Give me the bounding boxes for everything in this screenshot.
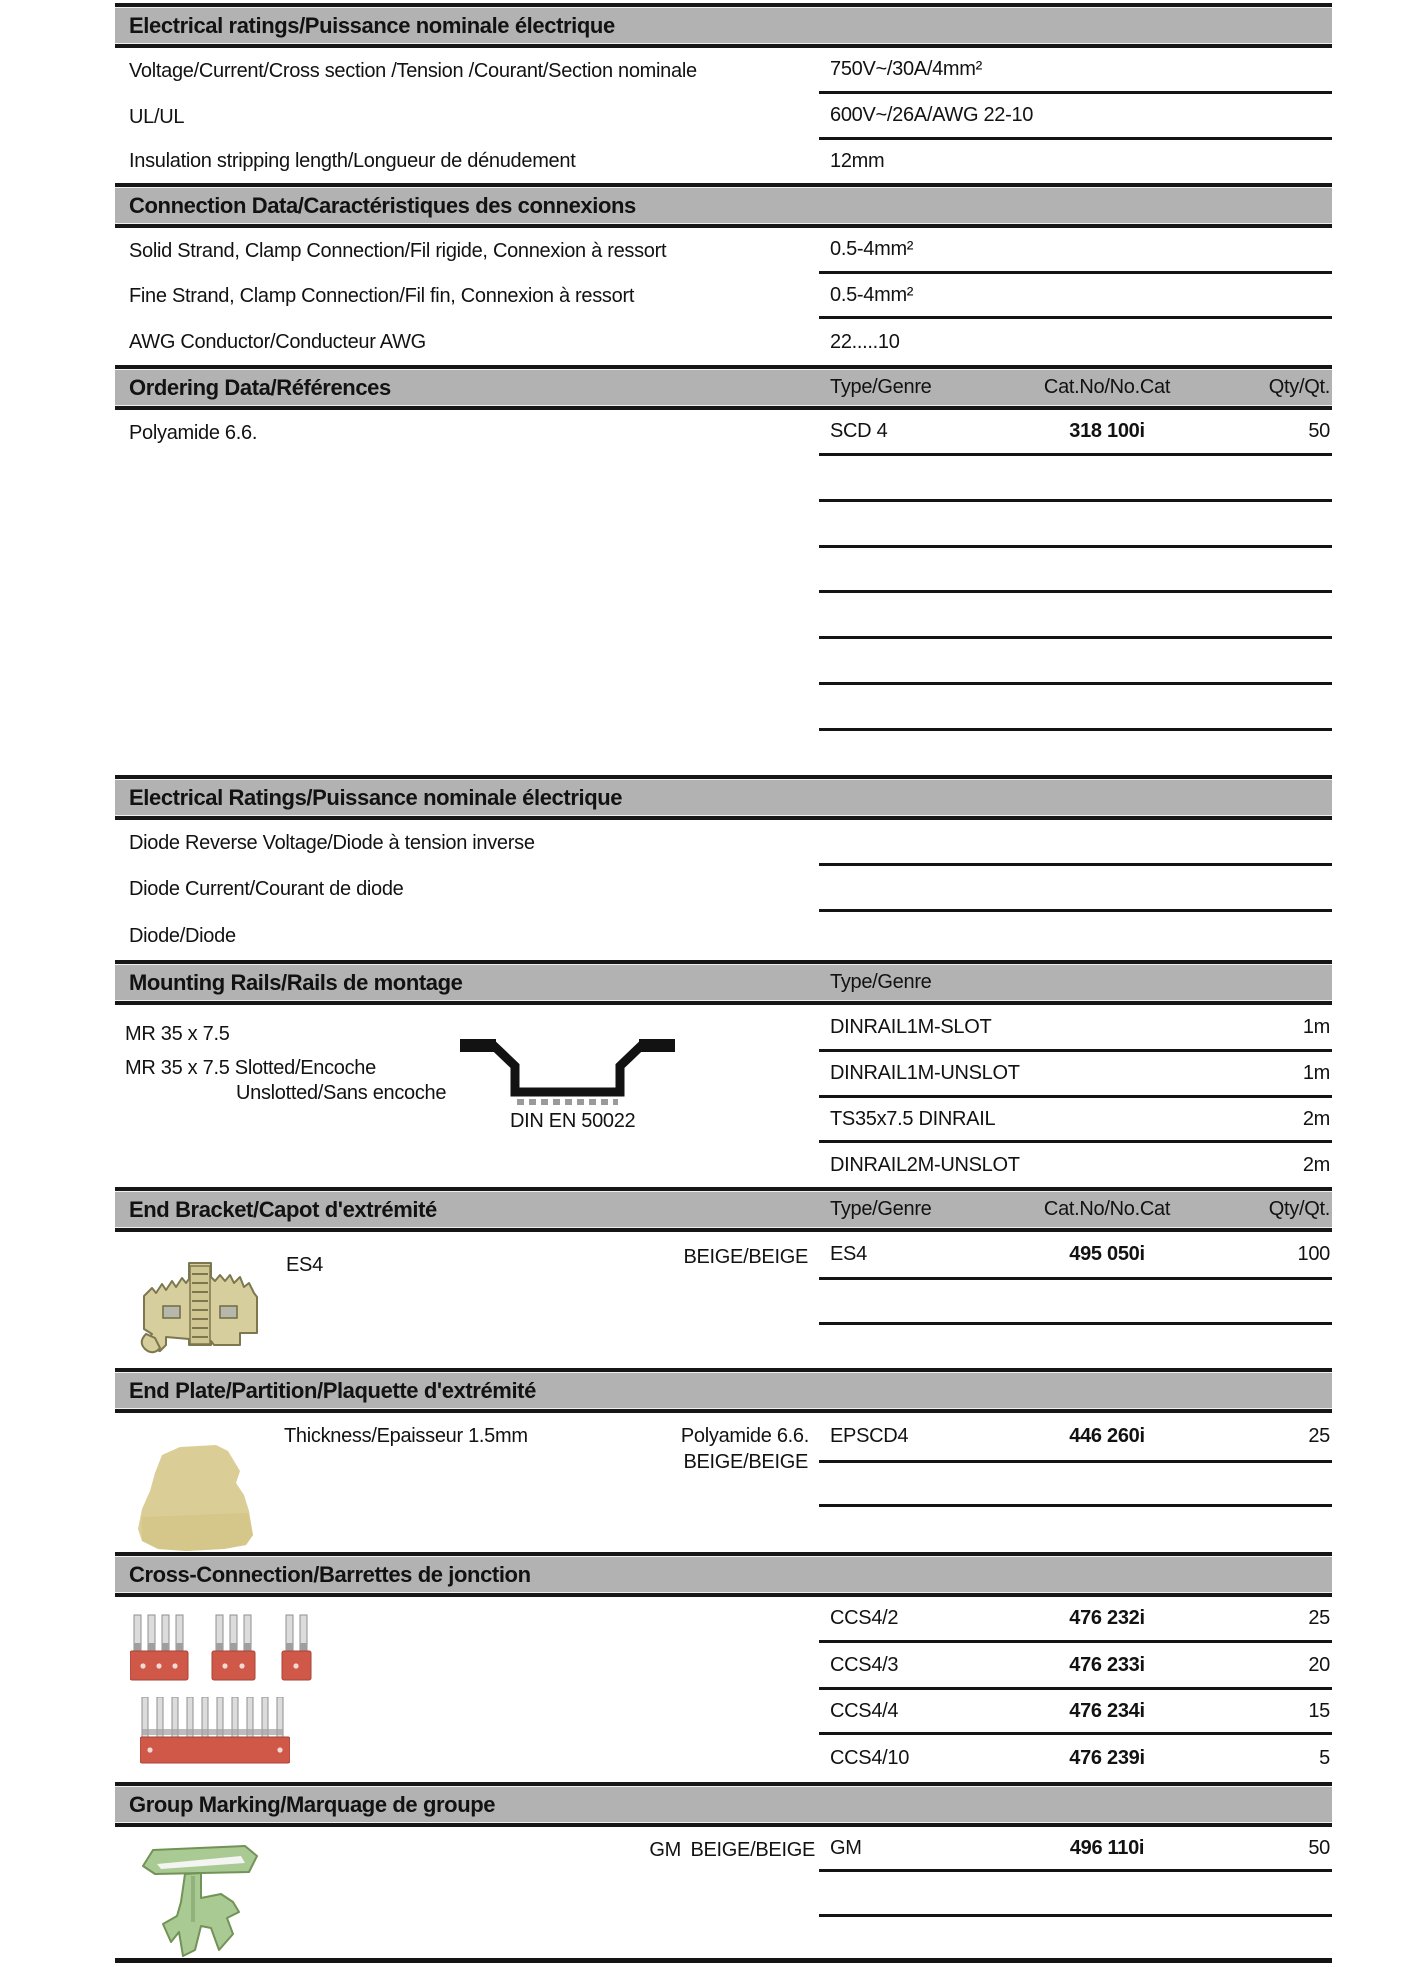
ordering-row bbox=[819, 1643, 1332, 1690]
empty-ordering-row bbox=[115, 456, 1332, 502]
cat-no-value: 495 050i bbox=[1069, 1243, 1145, 1265]
cat-no-value: 476 233i bbox=[1069, 1653, 1145, 1676]
section-header-ordering-data bbox=[115, 365, 1332, 410]
qty-value: 1m bbox=[1302, 1015, 1330, 1038]
row-value: 12mm bbox=[830, 150, 885, 172]
row-value-area bbox=[819, 140, 1332, 183]
section-header-connection-data bbox=[115, 183, 1332, 228]
section-title: Connection Data/Caractéristiques des connexions bbox=[129, 193, 636, 218]
section-title: Ordering Data/Références bbox=[129, 375, 391, 400]
section-header-cross-connection bbox=[115, 1552, 1332, 1597]
row-label: Diode Current/Courant de diode bbox=[129, 877, 404, 900]
spec-row bbox=[115, 94, 1332, 140]
row-value-area bbox=[819, 502, 1332, 548]
row-label: AWG Conductor/Conducteur AWG bbox=[129, 330, 426, 353]
rail-row bbox=[819, 1005, 1332, 1052]
row-value-area bbox=[819, 912, 1332, 960]
group-marking-product-image bbox=[137, 1836, 267, 1958]
row-label: Voltage/Current/Cross section /Tension /Courant/Section nominale bbox=[129, 59, 697, 82]
row-value-area bbox=[819, 319, 1332, 365]
qty-value: 1m bbox=[1302, 1062, 1330, 1084]
qty-value: 2m bbox=[1302, 1153, 1330, 1176]
row-label: Polyamide 6.6. bbox=[129, 421, 258, 444]
rail-rows bbox=[819, 1005, 1332, 1187]
rail-row bbox=[819, 1143, 1332, 1187]
column-header-cat-no: Cat.No/No.Cat bbox=[1043, 1198, 1171, 1220]
spec-row bbox=[115, 48, 1332, 94]
spec-row bbox=[115, 228, 1332, 274]
row-value: 22.....10 bbox=[830, 330, 900, 353]
end-plate-body bbox=[115, 1413, 1332, 1552]
section-header-electrical-ratings-2 bbox=[115, 775, 1332, 820]
row-label: Insulation stripping length/Longueur de dénudement bbox=[129, 150, 576, 172]
qty-value: 25 bbox=[1308, 1425, 1330, 1447]
column-header-qty: Qty/Qt. bbox=[1268, 376, 1330, 398]
end-plate-rows bbox=[819, 1413, 1332, 1507]
qty-value: 5 bbox=[1319, 1747, 1330, 1769]
ordering-row bbox=[819, 1735, 1332, 1782]
column-headers bbox=[819, 369, 1332, 406]
spec-row bbox=[115, 820, 1332, 866]
end-bracket-rows bbox=[819, 1232, 1332, 1325]
spec-row bbox=[115, 912, 1332, 960]
cat-no-value: 318 100i bbox=[1069, 420, 1145, 442]
type-value: GM bbox=[830, 1836, 862, 1859]
ordering-row bbox=[819, 1827, 1332, 1872]
qty-value: 50 bbox=[1308, 420, 1330, 442]
row-value-area bbox=[819, 548, 1332, 593]
ordering-row bbox=[819, 1690, 1332, 1735]
cat-no-value: 496 110i bbox=[1069, 1836, 1145, 1859]
color-label: BEIGE/BEIGE bbox=[683, 1246, 808, 1268]
rail-size-label: MR 35 x 7.5 bbox=[125, 1023, 230, 1045]
qty-value: 25 bbox=[1308, 1607, 1330, 1629]
empty-ordering-row bbox=[115, 639, 1332, 685]
row-label: Fine Strand, Clamp Connection/Fil fin, Connexion à ressort bbox=[129, 285, 635, 307]
row-label: UL/UL bbox=[129, 105, 185, 128]
ordering-row bbox=[819, 1232, 1332, 1280]
qty-value: 50 bbox=[1308, 1836, 1330, 1859]
cross-connection-10pin-image bbox=[140, 1697, 290, 1765]
ordering-row bbox=[819, 1597, 1332, 1643]
section-header-end-bracket bbox=[115, 1187, 1332, 1232]
cat-no-value: 446 260i bbox=[1069, 1425, 1145, 1447]
mounting-rails-body bbox=[115, 1005, 1332, 1187]
rail-slotted-label: MR 35 x 7.5 Slotted/Encoche bbox=[125, 1057, 376, 1079]
thickness-note: Thickness/Epaisseur 1.5mm bbox=[284, 1425, 528, 1447]
cross-connection-rows bbox=[819, 1597, 1332, 1782]
spec-row bbox=[115, 140, 1332, 183]
section-gap bbox=[115, 731, 1332, 775]
section-title: Mounting Rails/Rails de montage bbox=[129, 970, 463, 995]
type-value: TS35x7.5 DINRAIL bbox=[830, 1107, 996, 1130]
row-value-area bbox=[819, 593, 1332, 639]
type-value: CCS4/3 bbox=[830, 1653, 899, 1676]
empty-ordering-row bbox=[115, 593, 1332, 639]
empty-ordering-row bbox=[819, 1872, 1332, 1917]
product-label: GM bbox=[649, 1839, 681, 1861]
section-header-end-plate bbox=[115, 1368, 1332, 1413]
row-value: 750V~/30A/4mm² bbox=[830, 58, 982, 80]
qty-value: 2m bbox=[1302, 1107, 1330, 1130]
cross-connection-combs-image bbox=[130, 1613, 312, 1683]
row-label: Diode Reverse Voltage/Diode à tension inverse bbox=[129, 831, 535, 854]
type-value: CCS4/4 bbox=[830, 1699, 899, 1722]
section-header-electrical-ratings-1 bbox=[115, 3, 1332, 48]
section-title: Electrical ratings/Puissance nominale électrique bbox=[129, 13, 615, 38]
qty-value: 15 bbox=[1308, 1699, 1330, 1722]
row-label: Solid Strand, Clamp Connection/Fil rigide, Connexion à ressort bbox=[129, 239, 667, 262]
section-title: Electrical Ratings/Puissance nominale électrique bbox=[129, 785, 623, 810]
cat-no-value: 476 234i bbox=[1069, 1699, 1145, 1722]
row-value-area bbox=[819, 685, 1332, 731]
type-value: SCD 4 bbox=[830, 420, 888, 442]
end-bracket-product-image bbox=[130, 1246, 270, 1356]
row-value-area bbox=[819, 48, 1332, 94]
column-header-type: Type/Genre bbox=[830, 376, 932, 398]
row-value-area bbox=[819, 639, 1332, 685]
type-value: ES4 bbox=[830, 1243, 867, 1265]
datasheet-page bbox=[115, 3, 1332, 1963]
column-headers bbox=[819, 964, 1332, 1001]
row-value: 600V~/26A/AWG 22-10 bbox=[830, 104, 1034, 126]
empty-ordering-row bbox=[819, 1463, 1332, 1507]
row-value: 0.5-4mm² bbox=[830, 283, 914, 306]
type-value: DINRAIL1M-SLOT bbox=[830, 1015, 992, 1038]
section-title: End Plate/Partition/Plaquette d'extrémité bbox=[129, 1378, 536, 1403]
end-bracket-body bbox=[115, 1232, 1332, 1368]
column-header-type: Type/Genre bbox=[830, 971, 932, 993]
qty-value: 100 bbox=[1297, 1243, 1330, 1265]
section-title: Cross-Connection/Barrettes de jonction bbox=[129, 1562, 531, 1587]
rail-row bbox=[819, 1052, 1332, 1098]
color-label: BEIGE/BEIGE bbox=[683, 1451, 808, 1473]
product-label: ES4 bbox=[286, 1254, 323, 1276]
column-headers bbox=[819, 1191, 1332, 1228]
spec-row bbox=[115, 274, 1332, 319]
row-value: 0.5-4mm² bbox=[830, 238, 914, 260]
type-value: EPSCD4 bbox=[830, 1425, 909, 1447]
spec-row bbox=[115, 866, 1332, 912]
empty-ordering-row bbox=[115, 548, 1332, 593]
group-marking-body bbox=[115, 1827, 1332, 1958]
row-value-area bbox=[819, 274, 1332, 319]
cat-no-value: 476 239i bbox=[1069, 1747, 1145, 1769]
page-bottom-rule bbox=[115, 1958, 1332, 1963]
column-header-qty: Qty/Qt. bbox=[1268, 1198, 1330, 1220]
row-value-area bbox=[819, 866, 1332, 912]
cat-no-value: 476 232i bbox=[1069, 1607, 1145, 1629]
section-title: End Bracket/Capot d'extrémité bbox=[129, 1197, 437, 1222]
empty-ordering-row bbox=[115, 685, 1332, 731]
rail-row bbox=[819, 1098, 1332, 1143]
empty-ordering-row bbox=[115, 502, 1332, 548]
ordering-row bbox=[115, 410, 1332, 456]
group-marking-rows bbox=[819, 1827, 1332, 1917]
row-value-area bbox=[819, 228, 1332, 274]
color-label: BEIGE/BEIGE bbox=[690, 1839, 815, 1861]
din-rail-profile-drawing bbox=[460, 1033, 675, 1111]
end-plate-product-image bbox=[128, 1441, 283, 1553]
spec-row bbox=[115, 319, 1332, 365]
din-standard-caption: DIN EN 50022 bbox=[510, 1110, 636, 1132]
type-value: CCS4/10 bbox=[830, 1747, 910, 1769]
row-value-area bbox=[819, 456, 1332, 502]
section-header-group-marking bbox=[115, 1782, 1332, 1827]
row-label: Diode/Diode bbox=[129, 924, 236, 947]
row-value-area bbox=[819, 410, 1332, 456]
row-value-area bbox=[819, 94, 1332, 140]
qty-value: 20 bbox=[1308, 1653, 1330, 1676]
type-value: DINRAIL2M-UNSLOT bbox=[830, 1153, 1020, 1176]
column-header-type: Type/Genre bbox=[830, 1198, 932, 1220]
column-header-cat-no: Cat.No/No.Cat bbox=[1043, 376, 1171, 398]
section-title: Group Marking/Marquage de groupe bbox=[129, 1792, 496, 1817]
section-header-mounting-rails bbox=[115, 960, 1332, 1005]
cross-connection-body bbox=[115, 1597, 1332, 1782]
type-value: DINRAIL1M-UNSLOT bbox=[830, 1062, 1020, 1084]
ordering-row bbox=[819, 1413, 1332, 1463]
type-value: CCS4/2 bbox=[830, 1607, 899, 1629]
empty-ordering-row bbox=[819, 1280, 1332, 1325]
rail-unslotted-label: Unslotted/Sans encoche bbox=[236, 1082, 447, 1104]
row-value-area bbox=[819, 820, 1332, 866]
material-label: Polyamide 6.6. bbox=[680, 1425, 809, 1447]
